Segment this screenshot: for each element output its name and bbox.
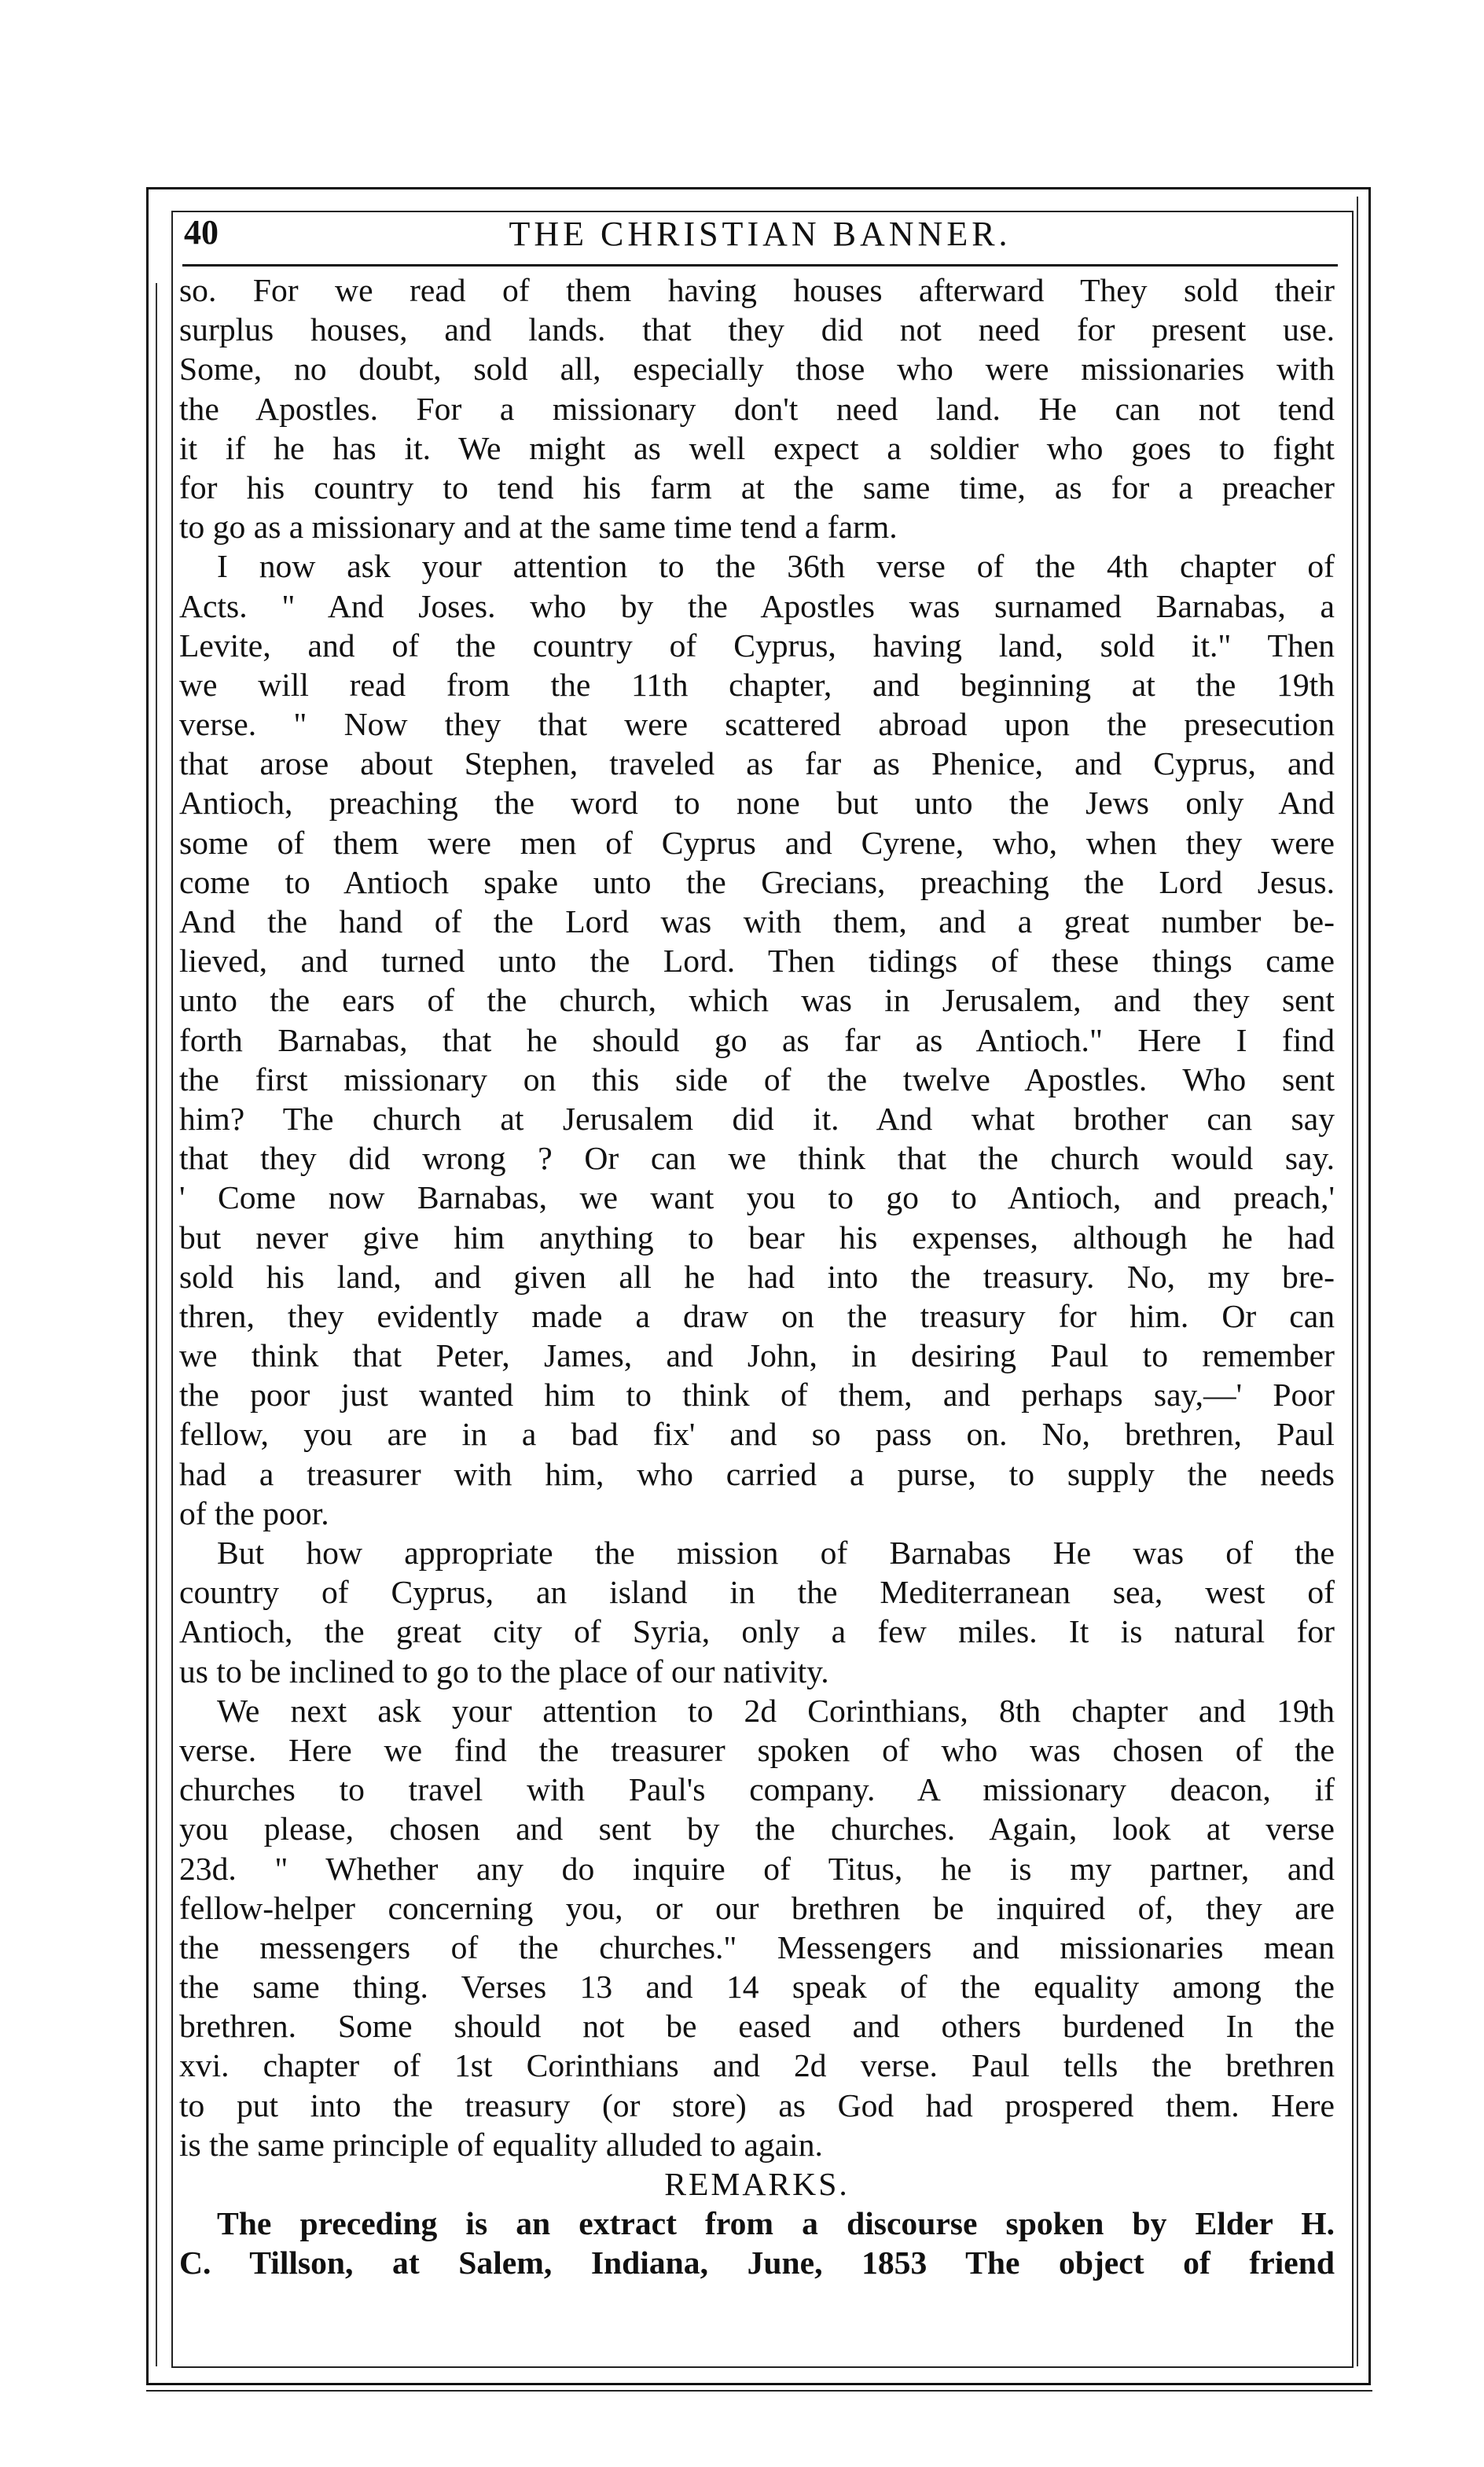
text-line: of the poor. (179, 1495, 329, 1531)
text-line: Levite, and of the country of Cyprus, having land, sold it." Then (179, 627, 1335, 664)
article-body (179, 270, 1335, 2283)
text-line: Antioch, preaching the word to none but unto the Jews only And (179, 785, 1335, 822)
bottom-rule (146, 2390, 1372, 2392)
text-line: xvi. chapter of 1st Corinthians and 2d verse. Paul tells the brethren (179, 2047, 1335, 2084)
text-line: brethren. Some should not be eased and others burdened In the (179, 2008, 1335, 2045)
text-line: is the same principle of equality alluded to again. (179, 2126, 823, 2163)
right-rule (1357, 197, 1358, 2366)
text-line: fellow, you are in a bad fix' and so pass on. No, brethren, Paul (179, 1416, 1335, 1453)
text-line: unto the ears of the church, which was in Jerusalem, and they sent (179, 982, 1335, 1019)
text-line: to put into the treasury (or store) as God had prospered them. Here (179, 2086, 1335, 2123)
text-line: churches to travel with Paul's company. A missionary deacon, if (179, 1771, 1335, 1808)
page-number: 40 (184, 213, 219, 252)
text-line: And the hand of the Lord was with them, and a great number be- (179, 903, 1335, 939)
text-line: Acts. " And Joses. who by the Apostles was surnamed Barnabas, a (179, 587, 1335, 624)
text-line: it if he has it. We might as well expect a soldier who goes to fight (179, 429, 1335, 466)
text-line: the same thing. Verses 13 and 14 speak of the equality among the (179, 1969, 1335, 2006)
text-line: us to be inclined to go to the place of our nativity. (179, 1653, 829, 1689)
running-header (182, 212, 1338, 261)
section-heading-remarks: REMARKS. (664, 2166, 850, 2202)
text-line: ' Come now Barnabas, we want you to go to Antioch, and preach,' (179, 1179, 1335, 1216)
left-rule (156, 283, 157, 2366)
text-line: for his country to tend his farm at the same time, as for a preacher (179, 469, 1335, 506)
text-line: surplus houses, and lands. that they did not need for present use. (179, 311, 1335, 348)
text-line: Some, no doubt, sold all, especially those who were missionaries with (179, 351, 1335, 388)
text-line: that arose about Stephen, traveled as far as Phenice, and Cyprus, and (179, 745, 1335, 782)
text-line: thren, they evidently made a draw on the treasury for him. Or can (179, 1297, 1335, 1334)
text-line: The preceding is an extract from a discourse spoken by Elder H. (217, 2205, 1335, 2242)
text-line: to go as a missionary and at the same time tend a farm. (179, 509, 898, 546)
text-line: come to Antioch spake unto the Grecians, preaching the Lord Jesus. (179, 863, 1335, 900)
text-line: him? The church at Jerusalem did it. And what brother can say (179, 1100, 1335, 1137)
text-line: you please, chosen and sent by the churches. Again, look at verse (179, 1811, 1335, 1847)
text-line: the messengers of the churches." Messengers and missionaries mean (179, 1928, 1335, 1965)
text-line: had a treasurer with him, who carried a purse, to supply the needs (179, 1455, 1335, 1492)
running-title: THE CHRISTIAN BANNER. (509, 215, 1012, 253)
text-line: we will read from the 11th chapter, and beginning at the 19th (179, 666, 1335, 703)
text-line: some of them were men of Cyprus and Cyrene, who, when they were (179, 824, 1335, 861)
text-line: the Apostles. For a missionary don't need land. He can not tend (179, 390, 1335, 427)
header-rule (182, 264, 1338, 267)
text-line: I now ask your attention to the 36th verse of the 4th chapter of (217, 548, 1335, 585)
text-line: forth Barnabas, that he should go as far as Antioch." Here I find (179, 1021, 1335, 1058)
text-line: the poor just wanted him to think of them, and perhaps say,—' Poor (179, 1377, 1335, 1414)
text-line: Antioch, the great city of Syria, only a few miles. It is natural for (179, 1613, 1335, 1650)
text-line: country of Cyprus, an island in the Mediterranean sea, west of (179, 1574, 1335, 1611)
text-line: We next ask your attention to 2d Corinthians, 8th chapter and 19th (217, 1692, 1335, 1729)
text-line: the first missionary on this side of the twelve Apostles. Who sent (179, 1061, 1335, 1097)
text-line: But how appropriate the mission of Barnabas He was of the (217, 1535, 1335, 1571)
text-line: 23d. " Whether any do inquire of Titus, he is my partner, and (179, 1850, 1335, 1887)
text-line: verse. " Now they that were scattered abroad upon the presecution (179, 706, 1335, 743)
text-line: verse. Here we find the treasurer spoken of who was chosen of the (179, 1731, 1335, 1768)
text-line: sold his land, and given all he had into the treasury. No, my bre- (179, 1258, 1335, 1295)
text-line: we think that Peter, James, and John, in desiring Paul to remember (179, 1337, 1335, 1374)
text-line: but never give him anything to bear his expenses, although he had (179, 1219, 1335, 1256)
text-line: so. For we read of them having houses afterward They sold their (179, 272, 1335, 308)
text-line: C. Tillson, at Salem, Indiana, June, 1853 The object of friend (179, 2245, 1335, 2281)
text-line: that they did wrong ? Or can we think that the church would say. (179, 1140, 1335, 1177)
text-line: fellow-helper concerning you, or our brethren be inquired of, they are (179, 1889, 1335, 1926)
text-line: lieved, and turned unto the Lord. Then tidings of these things came (179, 943, 1335, 980)
